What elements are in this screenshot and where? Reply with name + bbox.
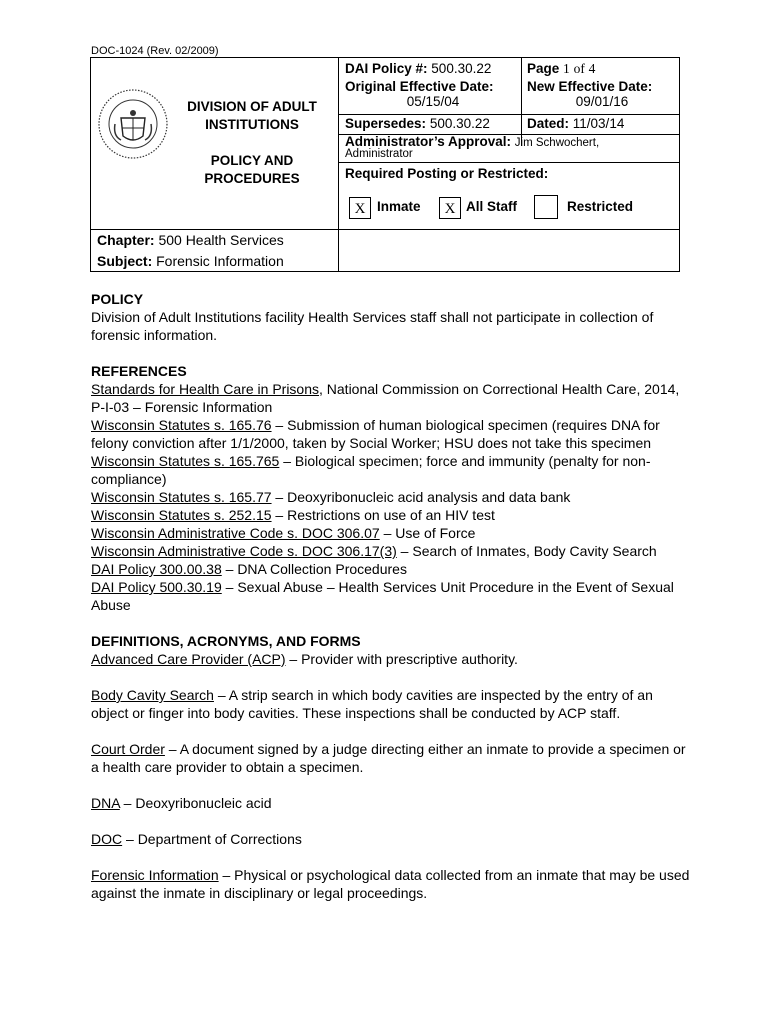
reference-link[interactable]: Wisconsin Statutes s. 252.15	[91, 507, 272, 523]
inmate-checkbox[interactable]: X	[349, 197, 371, 219]
definition-item	[91, 740, 691, 776]
form-number: DOC-1024 (Rev. 02/2009)	[91, 45, 219, 57]
definition-text: – A document signed by a judge directing either an inmate to provide a specimen or a health care provider to obtain a specimen.	[91, 741, 686, 775]
policy-text: Division of Adult Institutions facility Health Services staff shall not participate in collection of forensic information.	[91, 309, 654, 343]
reference-description: , National Commission on Correctional Health Care, 2014, P-I-03 – Forensic Information	[91, 381, 680, 415]
reference-description: – Deoxyribonucleic acid analysis and data bank	[271, 489, 571, 505]
reference-description: – Submission of human biological specimen (requires DNA for felony conviction after 1/1/2000, taken by Social Worker; HSU does not take this specimen	[91, 417, 660, 451]
new-effective-date: 09/01/16	[575, 94, 629, 109]
definition-text: – A strip search in which body cavities are inspected by the entry of an object or finger into body cavities. These inspections shall be conducted by ACP staff.	[91, 687, 653, 721]
document-type: POLICY AND PROCEDURES	[204, 153, 300, 186]
references-heading: REFERENCES	[91, 363, 187, 379]
restricted-checkbox[interactable]	[534, 195, 558, 219]
reference-link[interactable]: DAI Policy 500.30.19	[91, 579, 222, 595]
reference-description: – Biological specimen; force and immunity (penalty for non-compliance)	[91, 453, 651, 487]
reference-description: – Sexual Abuse – Health Services Unit Procedure in the Event of Sexual Abuse	[91, 579, 674, 613]
reference-item	[91, 524, 691, 542]
reference-item	[91, 560, 691, 578]
subject-line: Subject: Forensic Information	[97, 253, 284, 269]
reference-description: – Use of Force	[379, 525, 476, 541]
reference-link[interactable]: Wisconsin Statutes s. 165.76	[91, 417, 272, 433]
page-indicator: Page 1 of 4	[527, 61, 596, 76]
references-list	[91, 380, 691, 614]
original-effective-date: 05/15/04	[406, 94, 460, 109]
definitions-heading: DEFINITIONS, ACRONYMS, AND FORMS	[91, 633, 361, 649]
reference-link[interactable]: Wisconsin Statutes s. 165.77	[91, 489, 272, 505]
policy-heading: POLICY	[91, 291, 144, 307]
reference-link[interactable]: DAI Policy 300.00.38	[91, 561, 222, 577]
organization-name: DIVISION OF ADULT INSTITUTIONS	[187, 99, 317, 132]
approver-title: Administrator	[345, 148, 413, 160]
definition-text: – Deoxyribonucleic acid	[119, 795, 272, 811]
definition-text: – Physical or psychological data collected from an inmate that may be used against the inmate in disciplinary or legal proceedings.	[91, 867, 690, 901]
document-body	[91, 290, 691, 902]
all-staff-checkbox[interactable]: X	[439, 197, 461, 219]
restricted-checkbox-label: Restricted	[567, 199, 634, 214]
definition-text: – Provider with prescriptive authority.	[285, 651, 518, 667]
dated-value: 11/03/14	[572, 116, 625, 131]
definition-text: – Department of Corrections	[122, 831, 302, 847]
definition-term: Forensic Information	[91, 867, 219, 883]
definition-item	[91, 794, 691, 812]
reference-link[interactable]: Wisconsin Statutes s. 165.765	[91, 453, 280, 469]
policy-header: DIVISION OF ADULT INSTITUTIONS POLICY AND PROCEDURES DAI Policy #: 500.30.22 Page 1 of 4 Original Effective Date: 05/15/04 New Effective Date: 09/01/16 Supersedes: 500.30.22 Dated: 11/03/14 Administrator’s Approval: Jim Schwochert, Administrator Required Posting or Restricted: X Inmate X All Staff Restricted Chapter: 500 Health Services Subject: Forensic Information	[90, 57, 680, 272]
inmate-checkbox-label: Inmate	[377, 199, 421, 214]
chapter-value: 500 Health Services	[158, 232, 284, 248]
reference-link[interactable]: Wisconsin Administrative Code s. DOC 306.17(3)	[91, 543, 397, 559]
state-seal-icon	[97, 88, 169, 160]
reference-link[interactable]: Wisconsin Administrative Code s. DOC 306.07	[91, 525, 380, 541]
reference-description: – Restrictions on use of an HIV test	[271, 507, 495, 523]
policy-number: 500.30.22	[431, 61, 492, 76]
reference-item	[91, 416, 691, 452]
header-divider	[338, 58, 339, 271]
definition-item	[91, 866, 691, 902]
definition-item	[91, 830, 691, 848]
definition-term: DNA	[91, 795, 120, 811]
approver-name: Jim Schwochert,	[514, 137, 600, 149]
reference-item	[91, 452, 691, 488]
definition-term: Advanced Care Provider (ACP)	[91, 651, 286, 667]
subject-value: Forensic Information	[156, 253, 284, 269]
definition-item	[91, 686, 691, 722]
posting-label: Required Posting or Restricted:	[345, 166, 549, 181]
reference-item	[91, 578, 691, 614]
all-staff-checkbox-label: All Staff	[466, 199, 518, 214]
reference-item	[91, 542, 691, 560]
supersedes-value: 500.30.22	[429, 116, 490, 131]
definition-term: Body Cavity Search	[91, 687, 214, 703]
definition-term: DOC	[91, 831, 123, 847]
definition-item	[91, 650, 691, 668]
definition-term: Court Order	[91, 741, 165, 757]
definitions-list	[91, 650, 691, 902]
reference-link[interactable]: Standards for Health Care in Prisons	[91, 381, 319, 397]
reference-item	[91, 380, 691, 416]
reference-item	[91, 488, 691, 506]
reference-description: – DNA Collection Procedures	[221, 561, 407, 577]
reference-item	[91, 506, 691, 524]
reference-description: – Search of Inmates, Body Cavity Search	[396, 543, 657, 559]
chapter-line: Chapter: 500 Health Services	[97, 232, 284, 248]
